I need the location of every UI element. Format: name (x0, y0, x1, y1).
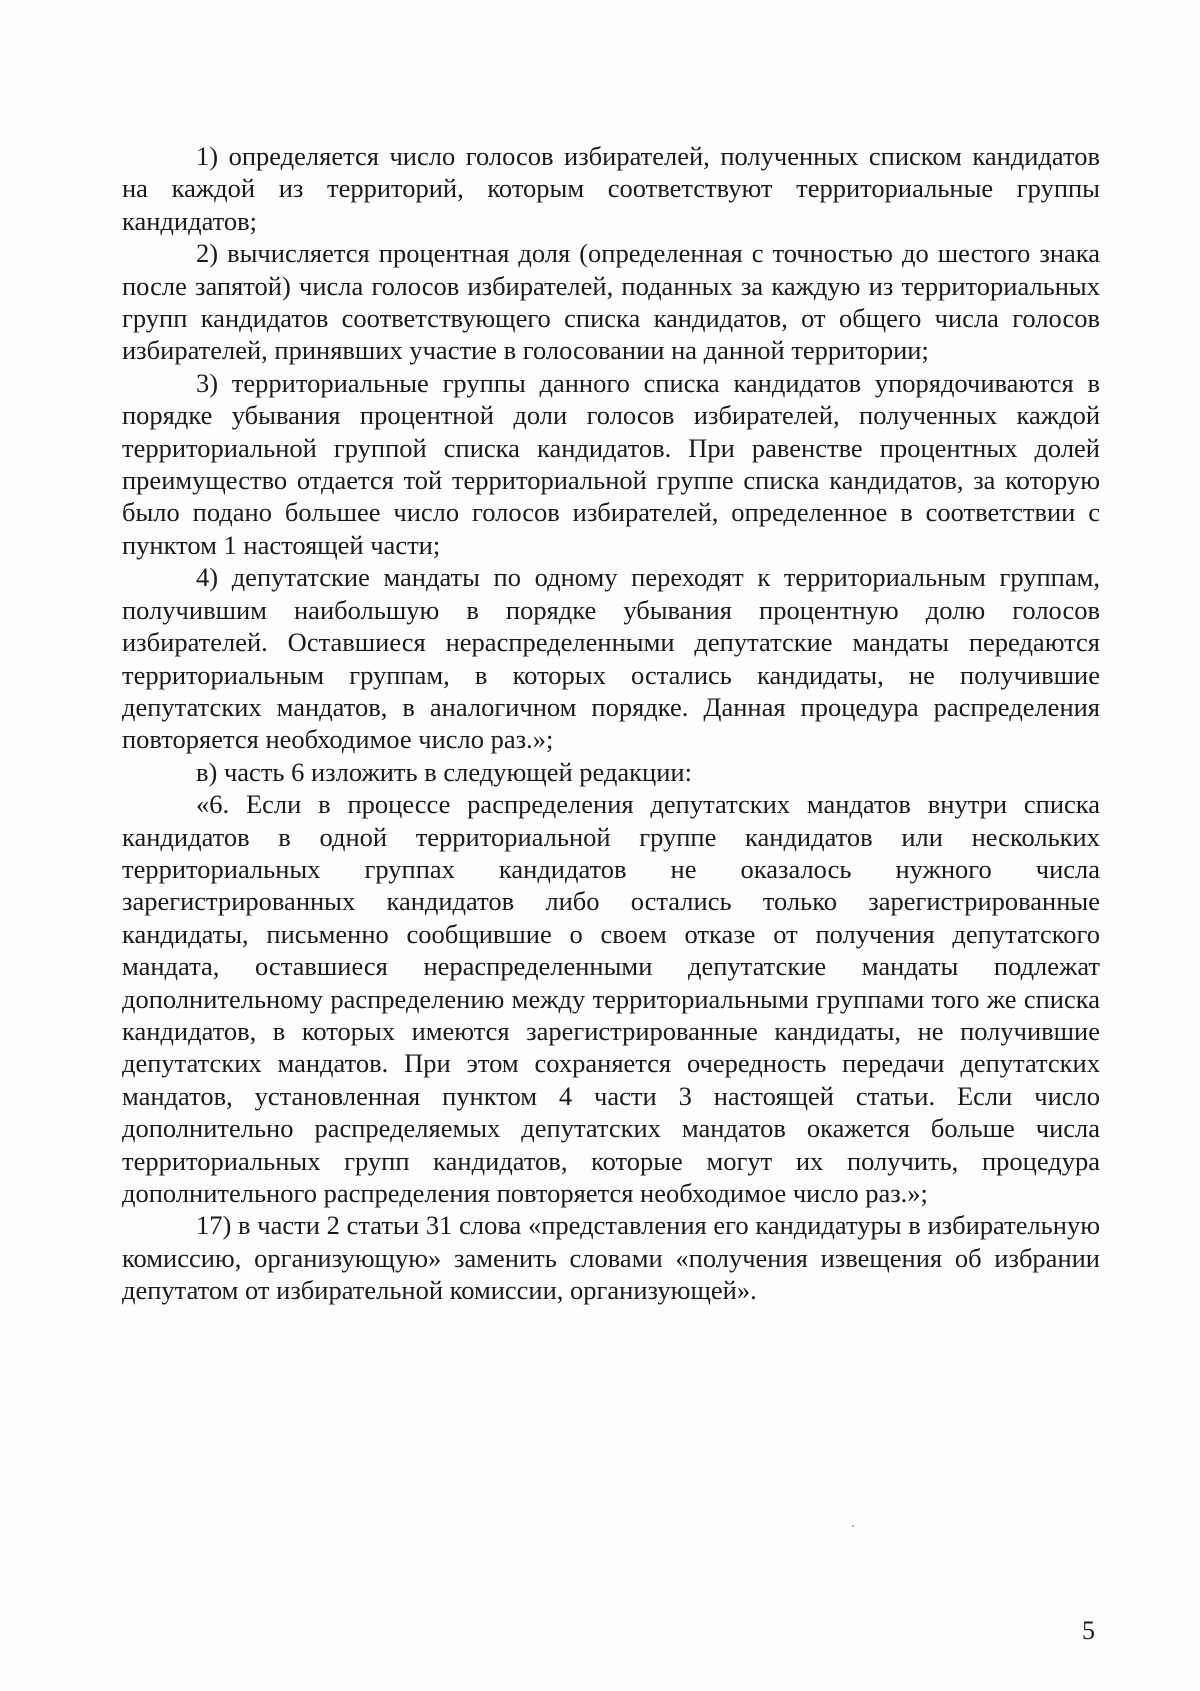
document-body (122, 140, 1100, 1307)
paragraph-item-1: 1) определяется число голосов избирателей, полученных списком кандидатов на каждой из территорий, которым соответствуют территориальные группы кандидатов; (122, 141, 1100, 236)
paragraph-item-3: 3) территориальные группы данного списка кандидатов упорядочиваются в порядке убывания процентной доли голосов избирателей, полученных каждой территориальной группой списка кандидатов. При равенстве процентных долей преимущество отдается той территориальной группе списка кандидатов, за которую было подано большее число голосов избирателей, определенное в соответствии с пунктом 1 настоящей части; (122, 367, 1100, 560)
paragraph-item-2: 2) вычисляется процентная доля (определенная с точностью до шестого знака после запятой) числа голосов избирателей, поданных за каждую из территориальных групп кандидатов соответствующего списка кандидатов, от общего числа голосов избирателей, принявших участие в голосовании на данной территории; (122, 238, 1100, 366)
scan-speck (852, 1525, 854, 1527)
page-number: 5 (1082, 1616, 1095, 1645)
paragraph-part-6: «6. Если в процессе распределения депутатских мандатов внутри списка кандидатов в одной территориальной группе кандидатов или нескольких территориальных группах кандидатов не оказалось нужного числа зарегистрированных кандидатов либо остались только зарегистрированные кандидаты, письменно сообщившие о своем отказе от получения депутатского мандата, оставшиеся нераспределенными депутатские мандаты подлежат дополнительному распределению между территориальными группами того же списка кандидатов, в которых имеются зарегистрированные кандидаты, не получившие депутатских мандатов. При этом сохраняется очередность передачи депутатских мандатов, установленная пунктом 4 части 3 настоящей статьи. Если число дополнительно распределяемых депутатских мандатов окажется больше числа территориальных групп кандидатов, которые могут их получить, процедура дополнительного распределения повторяется необходимое число раз.»; (122, 789, 1100, 1208)
paragraph-item-17: 17) в части 2 статьи 31 слова «представления его кандидатуры в избирательную комиссию, организующую» заменить словами «получения извещения об избрании депутатом от избирательной комиссии, организующей». (122, 1210, 1100, 1306)
paragraph-amendment-c: в) часть 6 изложить в следующей редакции: (196, 756, 692, 787)
paragraph-item-4: 4) депутатские мандаты по одному переходят к территориальным группам, получившим наибольшую в порядке убывания процентную долю голосов избирателей. Оставшиеся нераспределенными депутатские мандаты передаются территориальным группам, в которых остались кандидаты, не получившие депутатских мандатов, в аналогичном порядке. Данная процедура распределения повторяется необходимое число раз.»; (122, 562, 1100, 755)
